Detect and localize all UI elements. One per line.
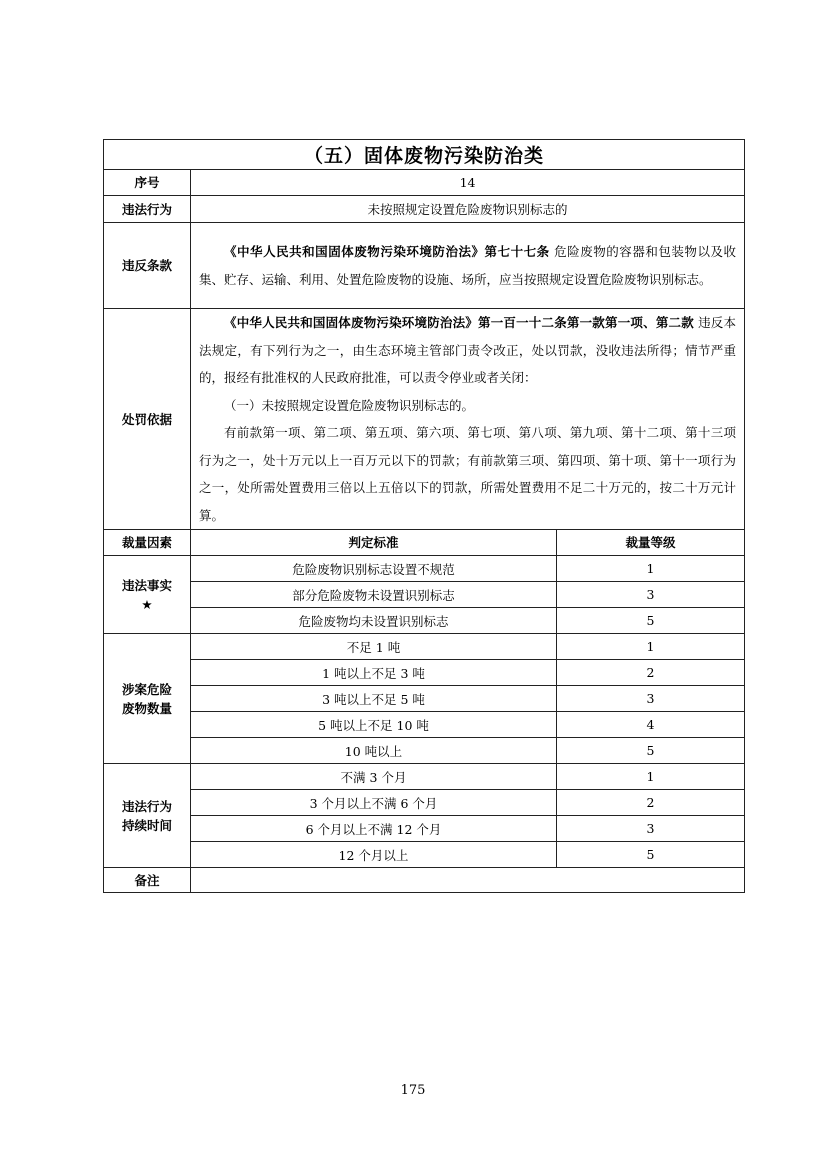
criteria-cell: 1 吨以上不足 3 吨 [191, 660, 557, 686]
discretion-table [103, 139, 745, 893]
table-row [104, 816, 745, 842]
law-reference: 《中华人民共和国固体废物污染环境防治法》第七十七条 [224, 244, 550, 259]
remarks-label: 备注 [104, 868, 191, 893]
level-cell: 5 [557, 738, 745, 764]
penalty-basis-label: 处罚依据 [104, 309, 191, 530]
level-cell: 4 [557, 712, 745, 738]
table-row [104, 660, 745, 686]
violation-value: 未按照规定设置危险废物识别标志的 [191, 196, 745, 223]
clause-body: 危险废物的容器和包装物以及收集、贮存、运输、利用、处置危险废物的设施、场所，应当按照规定设置危险废物识别标志。 [199, 244, 736, 287]
table-row [104, 790, 745, 816]
factor-label [104, 556, 191, 634]
criteria-cell: 部分危险废物未设置识别标志 [191, 582, 557, 608]
penalty-amounts: 有前款第一项、第二项、第五项、第六项、第七项、第八项、第九项、第十二项、第十三项行为之一，处十万元以上一百万元以下的罚款；有前款第三项、第四项、第十项、第十一项行为之一，处所需处置费用三倍以上五倍以下的罚款，所需处置费用不足二十万元的，按二十万元计算。 [199, 425, 737, 523]
violation-label: 违法行为 [104, 196, 191, 223]
penalty-item: （一）未按照规定设置危险废物识别标志的。 [224, 397, 475, 413]
criteria-cell: 危险废物识别标志设置不规范 [191, 556, 557, 582]
header-level: 裁量等级 [557, 530, 745, 556]
level-cell: 1 [557, 764, 745, 790]
level-cell: 5 [557, 842, 745, 868]
header-factor: 裁量因素 [104, 530, 191, 556]
criteria-cell: 不满 3 个月 [191, 764, 557, 790]
factor-label [104, 634, 191, 764]
table-row [104, 556, 745, 582]
table-title: （五）固体废物污染防治类 [104, 140, 745, 170]
remarks-value [191, 868, 745, 893]
level-cell: 2 [557, 660, 745, 686]
criteria-cell: 3 个月以上不满 6 个月 [191, 790, 557, 816]
criteria-cell: 3 吨以上不足 5 吨 [191, 686, 557, 712]
factor-label [104, 764, 191, 868]
criteria-cell: 6 个月以上不满 12 个月 [191, 816, 557, 842]
violated-clause-text [191, 223, 745, 309]
header-criteria: 判定标准 [191, 530, 557, 556]
criteria-cell: 12 个月以上 [191, 842, 557, 868]
criteria-cell: 10 吨以上 [191, 738, 557, 764]
serial-label: 序号 [104, 170, 191, 196]
level-cell: 3 [557, 686, 745, 712]
level-cell: 2 [557, 790, 745, 816]
table-row [104, 738, 745, 764]
level-cell: 1 [557, 556, 745, 582]
star-icon: ★ [141, 596, 153, 612]
level-cell: 3 [557, 816, 745, 842]
penalty-basis-text [191, 309, 745, 530]
penalty-body: 违反本法规定，有下列行为之一，由生态环境主管部门责令改正，处以罚款，没收违法所得；情节严重的，报经有批准权的人民政府批准，可以责令停业或者关闭： [199, 315, 737, 385]
table-row [104, 764, 745, 790]
factor-name: 违法行为持续时间 [121, 798, 172, 833]
table-row [104, 582, 745, 608]
page-number: 175 [400, 1083, 426, 1098]
table-row [104, 712, 745, 738]
level-cell: 3 [557, 582, 745, 608]
level-cell: 5 [557, 608, 745, 634]
table-row [104, 842, 745, 868]
table-row [104, 634, 745, 660]
table-row [104, 686, 745, 712]
factor-name: 涉案危险废物数量 [121, 681, 172, 716]
level-cell: 1 [557, 634, 745, 660]
serial-value: 14 [191, 170, 745, 196]
violated-clause-label: 违反条款 [104, 223, 191, 309]
law-reference: 《中华人民共和国固体废物污染环境防治法》第一百一十二条第一款第一项、第二款 [224, 315, 694, 330]
criteria-cell: 危险废物均未设置识别标志 [191, 608, 557, 634]
factor-name: 违法事实 [121, 577, 172, 593]
criteria-cell: 5 吨以上不足 10 吨 [191, 712, 557, 738]
table-row [104, 608, 745, 634]
criteria-cell: 不足 1 吨 [191, 634, 557, 660]
